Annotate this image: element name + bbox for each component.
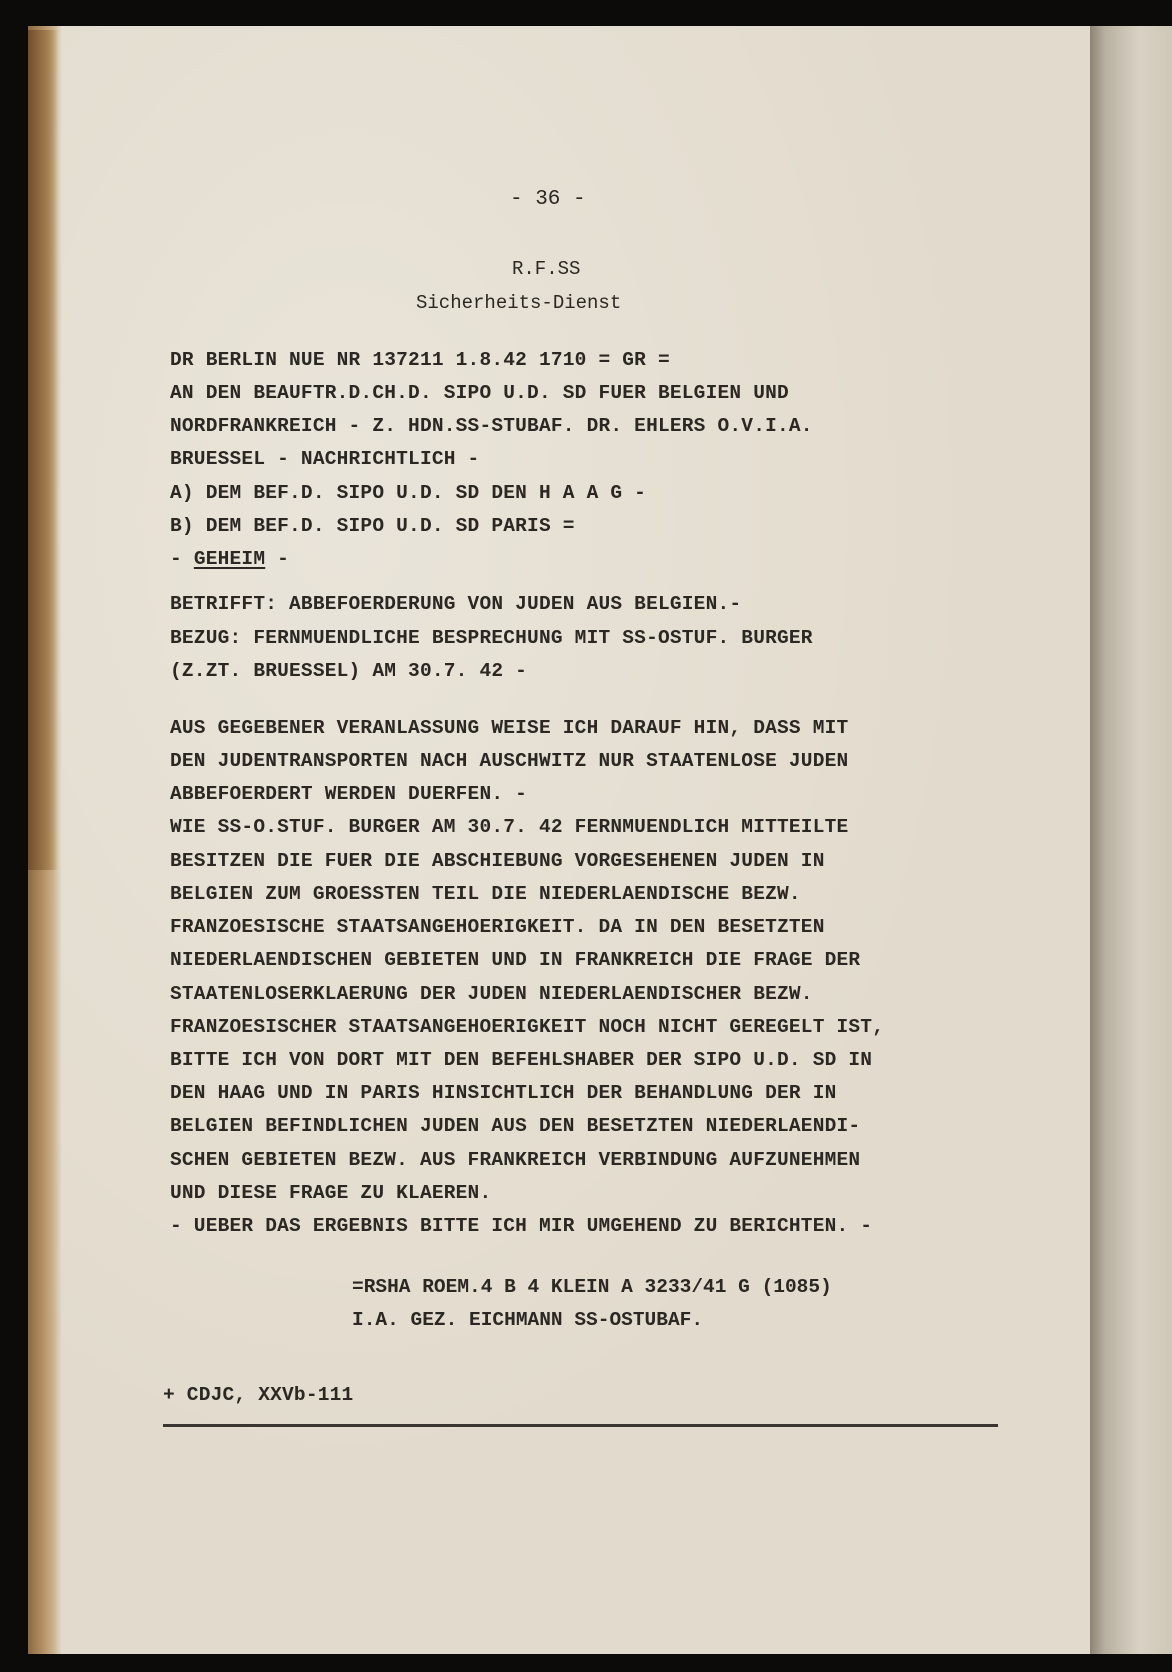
body-line: WIE SS-O.STUF. BURGER AM 30.7. 42 FERNMUENDLICH MITTEILTE (170, 816, 849, 838)
footnote-reference: + CDJC, XXVb-111 (163, 1384, 354, 1406)
telegram-line: BRUESSEL - NACHRICHTLICH - (170, 448, 480, 470)
secret-marking (170, 548, 289, 570)
header-organization: R.F.SS (512, 258, 581, 280)
body-line: BELGIEN ZUM GROESSTEN TEIL DIE NIEDERLAENDISCHE BEZW. (170, 883, 801, 905)
secret-word: GEHEIM (193, 548, 266, 570)
subject-line: BETRIFFT: ABBEFOERDERUNG VON JUDEN AUS BELGIEN.- (170, 593, 742, 615)
body-line: NIEDERLAENDISCHEN GEBIETEN UND IN FRANKREICH DIE FRAGE DER (170, 949, 861, 971)
body-line: BESITZEN DIE FUER DIE ABSCHIEBUNG VORGESEHENEN JUDEN IN (170, 850, 825, 872)
secret-suffix: - (265, 548, 290, 570)
page-number: - 36 - (510, 188, 586, 211)
facing-page-edge (1090, 26, 1172, 1654)
body-line: DEN JUDENTRANSPORTEN NACH AUSCHWITZ NUR STAATENLOSE JUDEN (170, 750, 849, 772)
subject-line: (Z.ZT. BRUESSEL) AM 30.7. 42 - (170, 660, 528, 682)
body-line: BELGIEN BEFINDLICHEN JUDEN AUS DEN BESETZTEN NIEDERLAENDI- (170, 1115, 861, 1137)
telegram-line: NORDFRANKREICH - Z. HDN.SS-STUBAF. DR. EHLERS O.V.I.A. (170, 415, 813, 437)
telegram-line: DR BERLIN NUE NR 137211 1.8.42 1710 = GR = (170, 349, 670, 371)
body-line: UND DIESE FRAGE ZU KLAEREN. (170, 1182, 492, 1204)
bottom-border (0, 1654, 1172, 1672)
signature-line: I.A. GEZ. EICHMANN SS-OSTUBAF. (352, 1309, 704, 1331)
secret-prefix: - (170, 548, 194, 570)
header-service: Sicherheits-Dienst (416, 292, 622, 314)
body-line: - UEBER DAS ERGEBNIS BITTE ICH MIR UMGEHEND ZU BERICHTEN. - (170, 1215, 873, 1237)
telegram-line: B) DEM BEF.D. SIPO U.D. SD PARIS = (170, 515, 575, 537)
body-line: ABBEFOERDERT WERDEN DUERFEN. - (170, 783, 528, 805)
telegram-line: AN DEN BEAUFTR.D.CH.D. SIPO U.D. SD FUER BELGIEN UND (170, 382, 789, 404)
signature-line: =RSHA ROEM.4 B 4 KLEIN A 3233/41 G (1085) (352, 1276, 832, 1298)
footer-rule (163, 1424, 998, 1427)
body-line: STAATENLOSERKLAERUNG DER JUDEN NIEDERLAENDISCHER BEZW. (170, 983, 813, 1005)
spine-stain (28, 30, 58, 870)
body-line: FRANZOESISCHE STAATSANGEHOERIGKEIT. DA IN DEN BESETZTEN (170, 916, 825, 938)
body-line: DEN HAAG UND IN PARIS HINSICHTLICH DER BEHANDLUNG DER IN (170, 1082, 837, 1104)
telegram-line: A) DEM BEF.D. SIPO U.D. SD DEN H A A G - (170, 482, 647, 504)
subject-line: BEZUG: FERNMUENDLICHE BESPRECHUNG MIT SS-OSTUF. BURGER (170, 627, 813, 649)
body-line: BITTE ICH VON DORT MIT DEN BEFEHLSHABER DER SIPO U.D. SD IN (170, 1049, 873, 1071)
body-line: FRANZOESISCHER STAATSANGEHOERIGKEIT NOCH NICHT GEREGELT IST, (170, 1016, 885, 1038)
body-line: SCHEN GEBIETEN BEZW. AUS FRANKREICH VERBINDUNG AUFZUNEHMEN (170, 1149, 861, 1171)
body-line: AUS GEGEBENER VERANLASSUNG WEISE ICH DARAUF HIN, DASS MIT (170, 717, 849, 739)
